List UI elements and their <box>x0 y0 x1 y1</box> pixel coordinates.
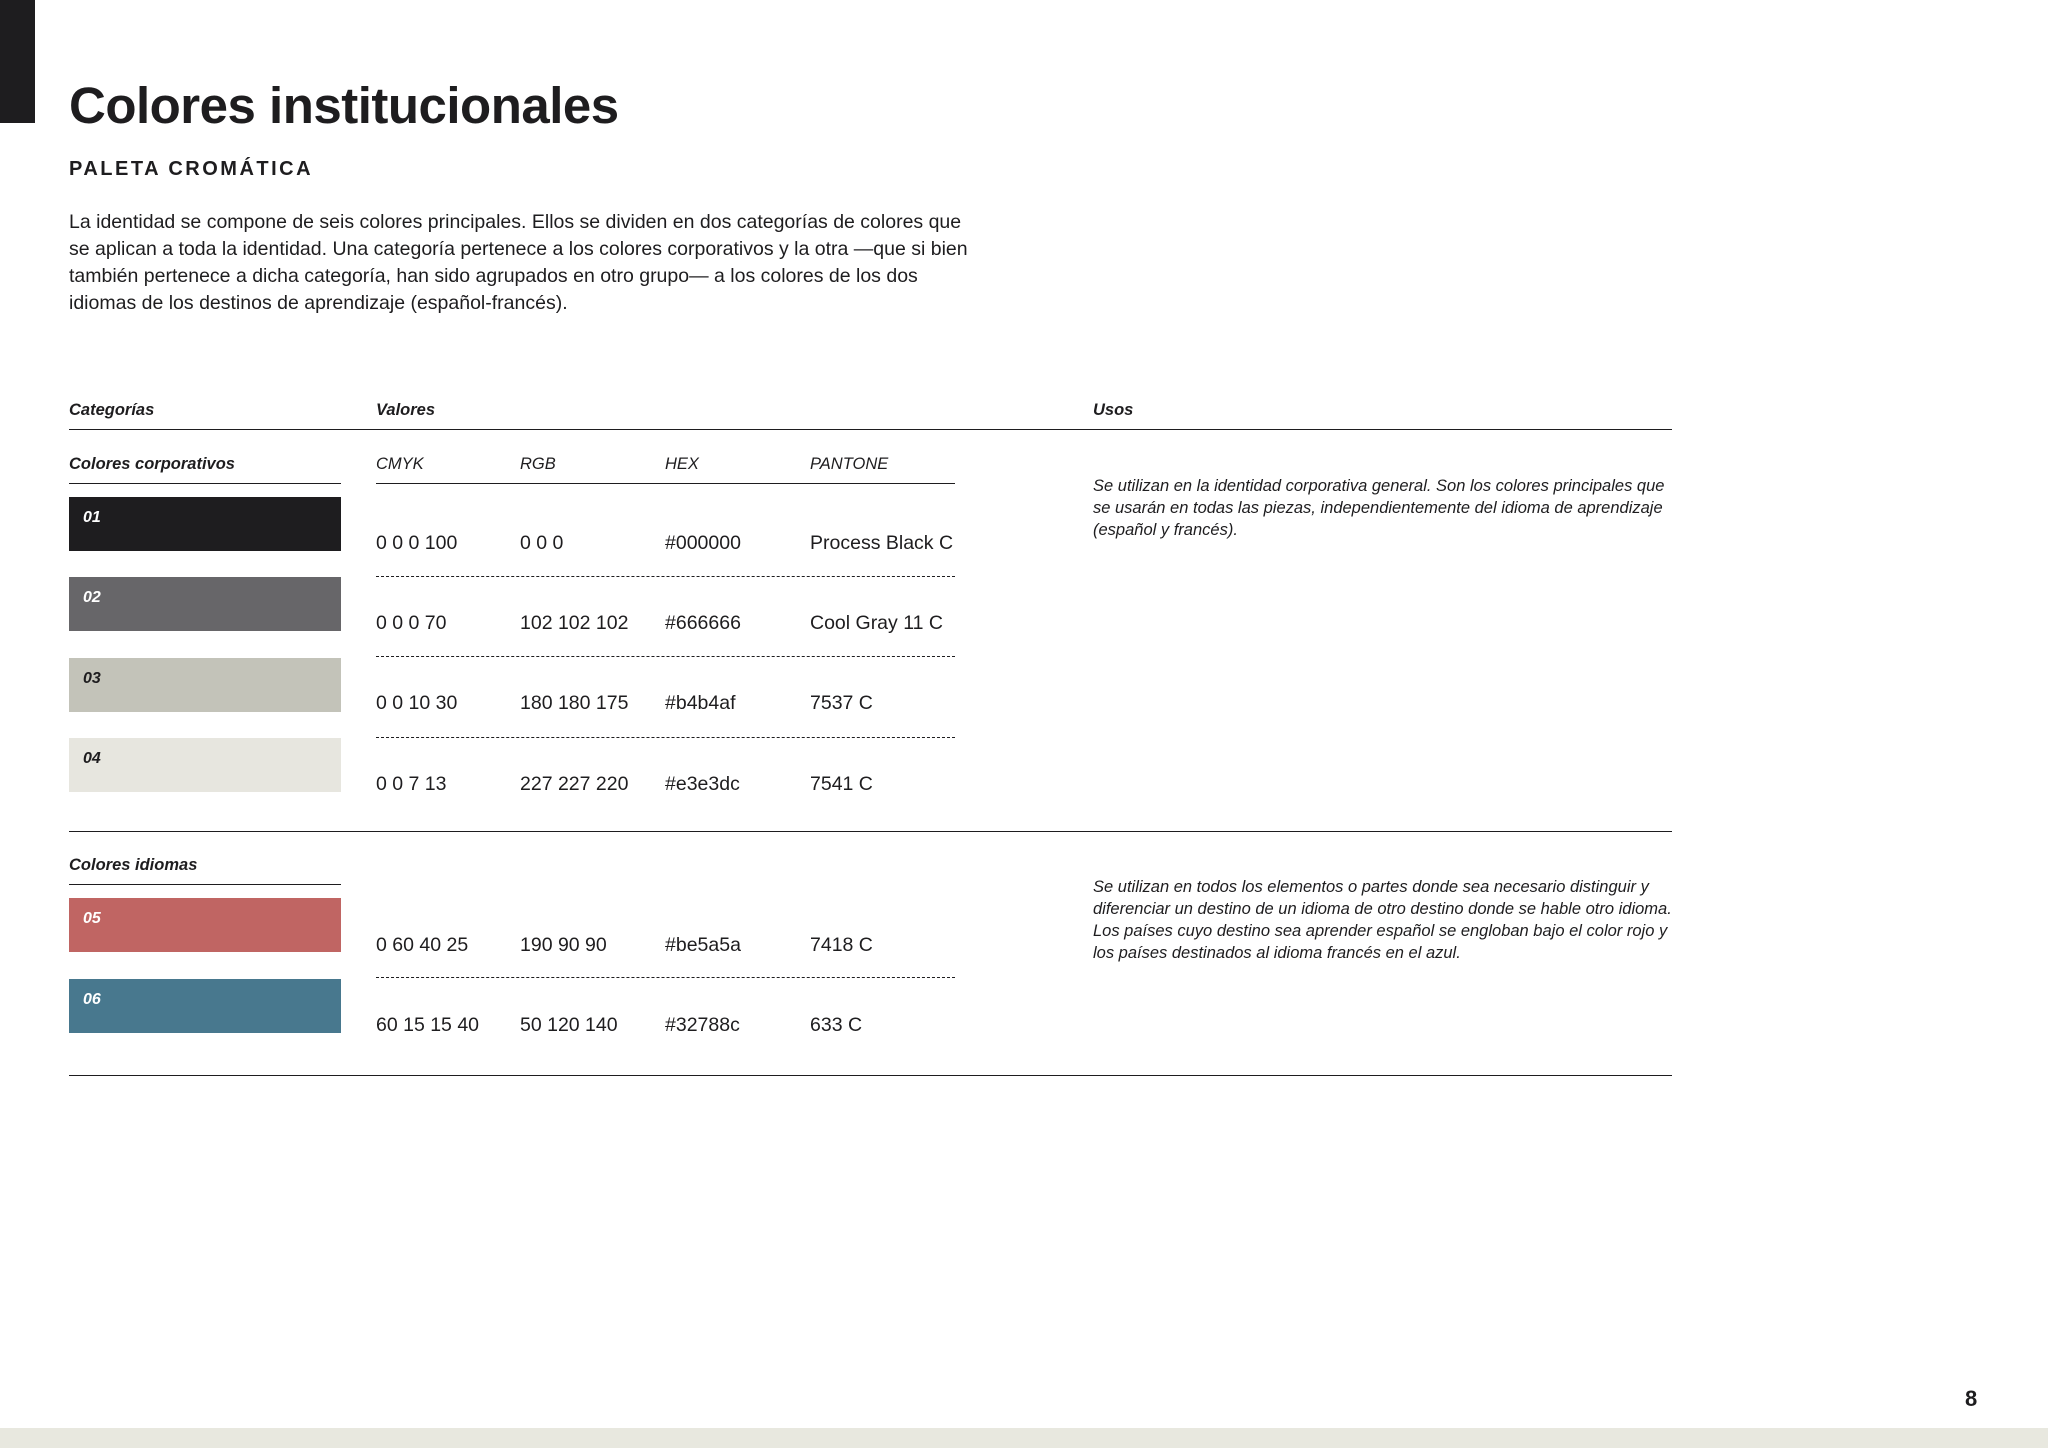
cmyk-value: 0 0 10 30 <box>376 692 458 714</box>
cmyk-value: 0 0 0 70 <box>376 612 447 634</box>
section-rule <box>69 831 1672 832</box>
swatch-01 <box>69 497 341 551</box>
rgb-value: 180 180 175 <box>520 692 629 714</box>
hex-value: #000000 <box>665 532 741 554</box>
header-categories: Categorías <box>69 401 155 419</box>
rgb-value: 0 0 0 <box>520 532 564 554</box>
row-divider <box>376 576 955 577</box>
swatch-02 <box>69 577 341 631</box>
cmyk-value: 60 15 15 40 <box>376 1014 480 1036</box>
pantone-value: Cool Gray 11 C <box>810 612 943 634</box>
cmyk-value: 0 0 7 13 <box>376 773 447 795</box>
swatch-06 <box>69 979 341 1033</box>
corporate-title: Colores corporativos <box>69 455 235 473</box>
languages-title: Colores idiomas <box>69 856 198 874</box>
swatch-number: 06 <box>83 991 101 1008</box>
footer-bar <box>0 1428 2048 1448</box>
column-hex: HEX <box>665 455 699 473</box>
languages-usage: Se utilizan en todos los elementos o partes donde sea necesario distinguir y diferenciar un destino de un idioma de otro destino donde se hable otro idioma. Los países cuyo destino sea aprender español se engloban bajo el color rojo y los países destinados al idioma francés en el azul. <box>1093 878 1672 962</box>
table-header-rule <box>69 429 1672 430</box>
row-divider <box>376 977 955 978</box>
hex-value: #e3e3dc <box>665 773 740 795</box>
rgb-value: 102 102 102 <box>520 612 629 634</box>
page-number: 8 <box>1965 1386 1978 1411</box>
swatch-number: 05 <box>83 910 101 927</box>
pantone-value: 7541 C <box>810 773 873 795</box>
corporate-title-rule <box>69 483 341 484</box>
row-divider <box>376 656 955 657</box>
row-divider <box>376 737 955 738</box>
page-title: Colores institucionales <box>69 77 619 134</box>
rgb-value: 227 227 220 <box>520 773 629 795</box>
values-header-rule <box>376 483 955 484</box>
rgb-value: 190 90 90 <box>520 934 607 956</box>
swatch-number: 04 <box>83 750 101 767</box>
swatch-04 <box>69 738 341 792</box>
cmyk-value: 0 60 40 25 <box>376 934 469 956</box>
cmyk-value: 0 0 0 100 <box>376 532 458 554</box>
swatch-number: 01 <box>83 509 101 526</box>
pantone-value: Process Black C <box>810 532 954 554</box>
hex-value: #b4b4af <box>665 692 736 714</box>
swatch-03 <box>69 658 341 712</box>
corner-accent-bar <box>0 0 35 123</box>
rgb-value: 50 120 140 <box>520 1014 618 1036</box>
corporate-usage: Se utilizan en la identidad corporativa general. Son los colores principales que se usarán en todas las piezas, independientemente del idioma de aprendizaje (español y francés). <box>1093 477 1665 539</box>
swatch-number: 03 <box>83 670 101 687</box>
pantone-value: 633 C <box>810 1014 863 1036</box>
hex-value: #be5a5a <box>665 934 741 956</box>
header-values: Valores <box>376 401 436 419</box>
hex-value: #32788c <box>665 1014 740 1036</box>
header-uses: Usos <box>1093 401 1134 419</box>
swatch-number: 02 <box>83 589 101 606</box>
page-subtitle: PALETA CROMÁTICA <box>69 158 314 180</box>
column-rgb: RGB <box>520 455 556 473</box>
intro-paragraph: La identidad se compone de seis colores principales. Ellos se dividen en dos categorías de colores que se aplican a toda la identidad. Una categoría pertenece a los colores corporativos y la otra —que si bien también pertenece a dicha categoría, han sido agrupados en otro grupo— a los colores de los dos idiomas de los destinos de aprendizaje (español-francés). <box>69 211 968 314</box>
column-pantone: PANTONE <box>810 455 889 473</box>
swatch-05 <box>69 898 341 952</box>
column-cmyk: CMYK <box>376 455 424 473</box>
table-bottom-rule <box>69 1075 1672 1076</box>
hex-value: #666666 <box>665 612 741 634</box>
pantone-value: 7537 C <box>810 692 873 714</box>
languages-title-rule <box>69 884 341 885</box>
pantone-value: 7418 C <box>810 934 873 956</box>
